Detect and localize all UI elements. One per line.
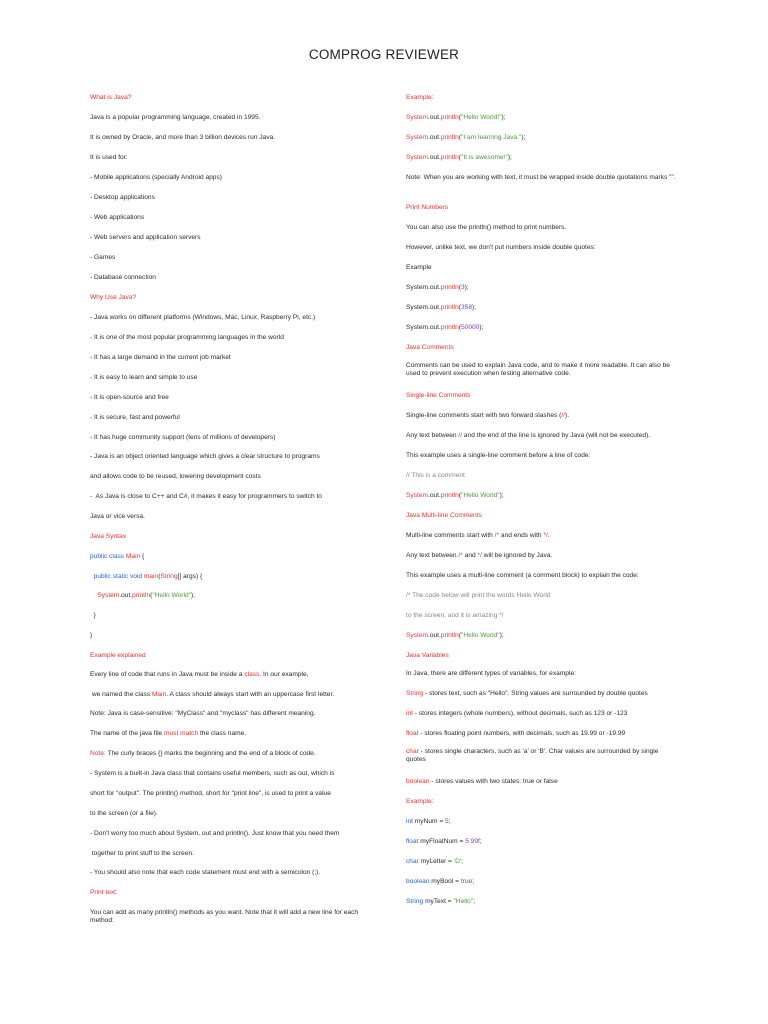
right-line-36-span-2: myNum = [412,818,446,825]
page-title: COMPROG REVIEWER [308,47,460,62]
left-line-13 [90,334,376,342]
right-line-22-span-2: /* [494,532,500,539]
right-line-16-span-3: ). [565,412,570,419]
left-line-26-span-1: System [90,592,120,599]
right-line-7-span-1: You can also use the println() method to print numbers. [406,224,567,231]
right-line-30-span-2: - stores text, such as "Hello". String values are surrounded by double quotes [423,690,648,697]
right-line-2 [406,114,678,122]
left-line-16 [90,394,376,402]
right-line-38-span-4: ; [461,858,463,865]
right-line-4-span-2: .out. [427,154,441,161]
left-line-24-span-3: { [142,553,145,560]
right-line-10 [406,284,678,292]
left-line-8 [90,234,376,242]
right-line-24 [406,572,678,580]
right-line-9-span-1: Example [406,264,432,271]
left-line-26-span-3: println [132,592,151,599]
left-line-33 [90,730,376,738]
right-line-3-span-2: .out. [427,134,441,141]
right-line-28 [406,652,678,660]
left-line-15-span-1: - It is easy to learn and simple to use [90,374,198,381]
left-line-32-span-1: Note: Java is case-sensitive: "MyClass" and "myclass" has different meaning. [90,710,316,717]
left-line-4-span-1: It is used for: [90,154,128,161]
left-line-29 [90,652,376,660]
left-line-6 [90,194,376,202]
right-line-21 [406,512,678,520]
right-line-22-span-1: Multi-line comments start with [406,532,495,539]
right-line-14 [406,362,678,378]
right-line-16 [406,412,678,420]
left-line-42 [90,909,376,925]
right-line-2-span-3: println [440,114,459,121]
right-line-37-span-4: ; [479,838,482,845]
right-line-20-span-1: System [406,492,428,499]
right-line-20-span-6: ); [499,492,504,499]
right-line-1 [406,94,678,102]
left-line-9 [90,254,376,262]
right-line-17-span-3: and the end of the line is ignored by Java (will not be executed). [462,432,651,439]
right-line-11 [406,304,678,312]
left-line-6-span-1: - Desktop applications [90,194,155,201]
right-line-9 [406,264,678,272]
right-line-29-span-1: In Java, there are different types of variables, for example: [406,670,576,677]
right-line-27-span-3: println [440,632,459,639]
left-line-24 [90,553,376,561]
right-line-16-span-1: Single-line comments start with two forward slashes ( [406,412,562,419]
right-line-23 [406,552,678,560]
left-line-24-span-2: Main [125,553,143,560]
right-line-13 [406,344,678,352]
left-line-31-span-3: . A class should always start with an uppercase first letter. [166,691,335,698]
right-line-10-span-5: ); [464,284,469,291]
left-line-41-span-1: Print text: [90,889,118,896]
right-line-22-span-3: and ends with [499,532,544,539]
left-line-17-span-1: - It is secure, fast and powerful [90,414,180,421]
right-line-35 [406,798,678,806]
left-line-22-span-1: Java or vice versa. [90,513,145,520]
left-line-28 [90,632,376,640]
right-line-26-span-1: to the screen, and it is amazing */ [406,612,504,619]
right-line-36 [406,818,678,826]
right-line-32 [406,730,678,738]
right-line-10-span-4: 3 [461,284,465,291]
left-line-7-span-1: - Web applications [90,214,145,221]
right-line-36-span-4: ; [448,818,451,825]
right-line-19 [406,472,678,480]
right-line-20-span-2: .out. [427,492,441,499]
left-line-36 [90,790,376,798]
left-line-26-span-6: ); [190,592,195,599]
right-line-20-span-3: println [440,492,459,499]
right-line-31 [406,710,678,718]
left-line-26-span-2: .out. [119,592,133,599]
left-line-3-span-1: It is owned by Oracle, and more than 3 billion devices run Java. [90,134,276,141]
right-line-2-span-5: "Hello World!" [461,114,502,121]
right-line-37 [406,838,678,846]
right-line-15 [406,392,678,400]
right-line-8 [406,244,678,252]
right-line-27-span-6: ); [499,632,504,639]
left-line-33-span-1: The name of the java file [90,730,165,737]
right-line-1-span-1: Example: [406,94,434,101]
right-line-40 [406,898,678,906]
left-line-13-span-1: - It is one of the most popular programming languages in the world [90,334,284,341]
right-line-27-span-5: "Hello World" [461,632,500,639]
right-line-6-span-1: Print Numbers [406,204,449,211]
left-line-10 [90,274,376,282]
right-line-27-span-2: .out. [427,632,441,639]
right-line-12 [406,324,678,332]
left-line-32 [90,710,376,718]
left-line-17 [90,414,376,422]
left-line-8-span-1: - Web servers and application servers [90,234,201,241]
left-line-10-span-1: - Database connection [90,274,156,281]
right-line-11-span-1: System.out. [406,304,441,311]
right-line-3-span-4: ( [458,134,461,141]
left-line-38-span-1: - Don't worry too much about System, out and println(). Just know that you need them [90,830,340,837]
right-line-17 [406,432,678,440]
left-line-30-span-3: . In our example, [259,671,309,678]
left-line-31 [90,691,376,699]
left-line-30-span-1: Every line of code that runs in Java must be inside a [90,671,245,678]
left-line-12 [90,314,376,322]
left-line-34-span-2: The curly braces {} marks the beginning and the end of a block of code. [107,750,316,757]
right-line-40-span-4: ; [473,898,476,905]
left-line-21 [90,493,376,501]
right-line-33-span-2: - stores single characters, such as 'a' or 'B'. Char values are surrounded by single quotes [406,748,661,763]
left-line-26 [90,592,376,600]
left-line-35-span-1: - System is a built-in Java class that contains useful members, such as out, which is [90,770,335,777]
left-line-20-span-1: and allows code to be reused, lowering development costs [90,473,261,480]
right-line-32-span-1: float [406,730,419,737]
right-line-23-span-3: and [462,552,478,559]
right-line-19-span-1: // This is a comment [406,472,465,479]
left-line-26-span-5: "Hello World" [152,592,191,599]
right-line-11-span-3: ( [458,304,461,311]
left-line-33-span-3: the class name. [198,730,247,737]
right-line-20 [406,492,678,500]
right-line-37-span-3: 5.99f [465,838,480,845]
right-line-3-span-5: "I am learning Java." [461,134,522,141]
right-line-10-span-1: System.out. [406,284,441,291]
right-line-21-span-1: Java Multi-line Comments [406,512,482,519]
left-line-25-span-5: [] args) { [177,573,203,580]
right-line-38-span-2: myLetter = [418,858,454,865]
left-line-7 [90,214,376,222]
right-line-5-span-1: Note: When you are working with text, it must be wrapped inside double quotations marks "". [406,174,676,181]
left-line-25-span-2: main [143,573,159,580]
left-line-14-span-1: - It has a large demand in the current job market [90,354,231,361]
right-line-36-span-1: int [406,818,413,825]
left-line-11 [90,294,376,302]
left-line-19 [90,453,376,461]
left-line-1 [90,94,376,102]
left-line-1-span-1: What is Java? [90,94,132,101]
left-line-2 [90,114,376,122]
right-line-27 [406,632,678,640]
right-line-2-span-6: ); [501,114,506,121]
right-line-12-span-3: ( [458,324,461,331]
left-line-23 [90,533,376,541]
left-line-11-span-1: Why Use Java? [90,294,137,301]
right-line-10-span-2: println [440,284,459,291]
right-line-20-span-5: "Hello World" [461,492,500,499]
left-line-25 [90,573,376,581]
right-line-18 [406,452,678,460]
right-line-3-span-3: println [440,134,459,141]
left-line-28-span-1: } [90,632,93,639]
right-line-33 [406,748,678,764]
left-line-25-span-4: String [160,573,178,580]
left-line-2-span-1: Java is a popular programming language, created in 1995. [90,114,261,121]
left-line-29-span-1: Example explained [90,652,146,659]
right-line-4-span-5: "It is awesome!" [461,154,508,161]
right-line-2-span-4: ( [458,114,461,121]
left-line-40-span-1: - You should also note that each code statement must end with a semicolon (;). [90,869,321,876]
right-line-7 [406,224,678,232]
left-line-3 [90,134,376,142]
right-line-11-span-5: ); [472,304,477,311]
left-line-39-span-1: together to print stuff to the screen. [90,850,194,857]
right-line-34-span-1: boolean [406,778,430,785]
left-line-25-span-1: public static void [90,573,144,580]
left-line-39 [90,850,376,858]
left-line-38 [90,830,376,838]
right-line-38 [406,858,678,866]
left-line-36-span-1: short for "output". The println() method, short for "print line", is used to print a value [90,790,331,797]
right-line-18-span-1: This example uses a single-line comment before a line of code: [406,452,591,459]
right-line-23-span-4: */ [477,552,482,559]
left-line-31-span-2: Main [151,691,167,698]
left-line-25-span-3: ( [158,573,161,580]
left-line-18 [90,434,376,442]
left-line-30-span-2: class [244,671,260,678]
right-line-31-span-1: int [406,710,413,717]
left-line-41 [90,889,376,897]
left-line-15 [90,374,376,382]
right-line-3-span-6: ); [521,134,526,141]
right-line-40-span-1: String [406,898,424,905]
right-line-26 [406,612,678,620]
right-line-22-span-4: */ [543,532,548,539]
right-line-2-span-2: .out. [427,114,441,121]
left-line-18-span-1: - It has huge community support (tens of millions of developers) [90,434,276,441]
left-line-34-span-1: Note: [90,750,108,757]
right-line-12-span-1: System.out. [406,324,441,331]
right-line-13-span-1: Java Comments [406,344,454,351]
left-line-31-span-1: we named the class [90,691,152,698]
right-line-8-span-1: However, unlike text, we don't put numbers inside double quotes: [406,244,596,251]
right-line-3 [406,134,678,142]
right-line-12-span-4: 50000 [461,324,480,331]
right-line-39-span-3: true [460,878,473,885]
right-line-39-span-2: myBool = [429,878,461,885]
left-line-23-span-1: Java Syntax [90,533,126,540]
right-line-37-span-1: float [406,838,419,845]
left-line-20 [90,473,376,481]
left-line-30 [90,671,376,679]
right-line-15-span-1: Single-line Comments [406,392,471,399]
right-line-29 [406,670,678,678]
right-line-4 [406,154,678,162]
right-line-17-span-2: // [458,432,463,439]
left-line-24-span-1: public class [90,553,126,560]
right-line-22 [406,532,678,540]
right-line-40-span-2: myText = [423,898,454,905]
right-line-16-span-2: // [561,412,566,419]
right-line-38-span-3: 'D' [453,858,462,865]
right-line-27-span-4: ( [458,632,461,639]
right-line-36-span-3: 5 [445,818,449,825]
right-line-31-span-2: - stores integers (whole numbers), without decimals, such as 123 or -123 [412,710,628,717]
right-line-34 [406,778,678,786]
right-line-30 [406,690,678,698]
right-line-4-span-1: System [406,154,428,161]
left-line-4 [90,154,376,162]
right-line-20-span-4: ( [458,492,461,499]
right-line-23-span-2: /* [458,552,463,559]
right-line-23-span-1: Any text between [406,552,459,559]
right-line-32-span-2: - stores floating point numbers, with decimals, such as 19.99 or -19.99 [418,730,626,737]
left-line-22 [90,513,376,521]
left-line-21-span-1: - As Java is close to C++ and C#, it makes it easy for programmers to switch to [90,493,322,500]
right-line-33-span-1: char [406,748,419,755]
left-line-12-span-1: - Java works on different platforms (Windows, Mac, Linux, Raspberry Pi, etc.) [90,314,316,321]
right-line-23-span-5: will be ignored by Java. [481,552,553,559]
left-line-40 [90,869,376,877]
right-line-3-span-1: System [406,134,428,141]
right-line-40-span-3: "Hello" [453,898,474,905]
right-line-35-span-1: Example: [406,798,434,805]
right-line-11-span-2: println [440,304,459,311]
left-line-27-span-1: } [90,612,96,619]
left-line-35 [90,770,376,778]
left-line-34 [90,750,376,758]
right-line-14-span-1: Comments can be used to explain Java code, and to make it more readable. It can also be used to prevent execution when testing alternative code. [406,362,672,377]
right-line-39-span-4: ; [472,878,475,885]
left-line-37-span-1: to the screen (or a file). [90,810,158,817]
left-line-16-span-1: - It is open-source and free [90,394,169,401]
right-line-4-span-3: println [440,154,459,161]
left-line-14 [90,354,376,362]
right-line-24-span-1: This example uses a multi-line comment (a comment block) to explain the code: [406,572,639,579]
right-line-4-span-6: ); [507,154,512,161]
right-line-25-span-1: /* The code below will print the words Hello World [406,592,551,599]
right-line-6 [406,204,678,212]
left-line-9-span-1: - Games [90,254,116,261]
right-line-17-span-1: Any text between [406,432,459,439]
left-line-5-span-1: - Mobile applications (specially Android apps) [90,174,222,181]
right-line-25 [406,592,678,600]
right-line-34-span-2: - stores values with two states: true or false [429,778,558,785]
right-line-38-span-1: char [406,858,419,865]
right-line-11-span-4: 358 [461,304,473,311]
right-line-27-span-1: System [406,632,428,639]
right-line-30-span-1: String [406,690,424,697]
right-line-22-span-5: . [547,532,550,539]
right-line-12-span-2: println [440,324,459,331]
left-line-26-span-4: ( [150,592,153,599]
left-line-19-span-1: - Java is an object oriented language which gives a clear structure to programs [90,453,320,460]
right-line-4-span-4: ( [458,154,461,161]
right-line-2-span-1: System [406,114,428,121]
right-line-37-span-2: myFloatNum = [418,838,466,845]
left-line-42-span-1: You can add as many println() methods as you want. Note that it will add a new line for each method: [90,909,360,924]
right-line-5 [406,174,678,182]
left-line-37 [90,810,376,818]
left-line-27 [90,612,376,620]
right-line-39 [406,878,678,886]
left-line-33-span-2: must match [164,730,199,737]
right-line-28-span-1: Java Variables [406,652,449,659]
right-line-39-span-1: boolean [406,878,430,885]
right-line-12-span-5: ); [479,324,484,331]
right-line-10-span-3: ( [458,284,461,291]
left-line-5 [90,174,376,182]
